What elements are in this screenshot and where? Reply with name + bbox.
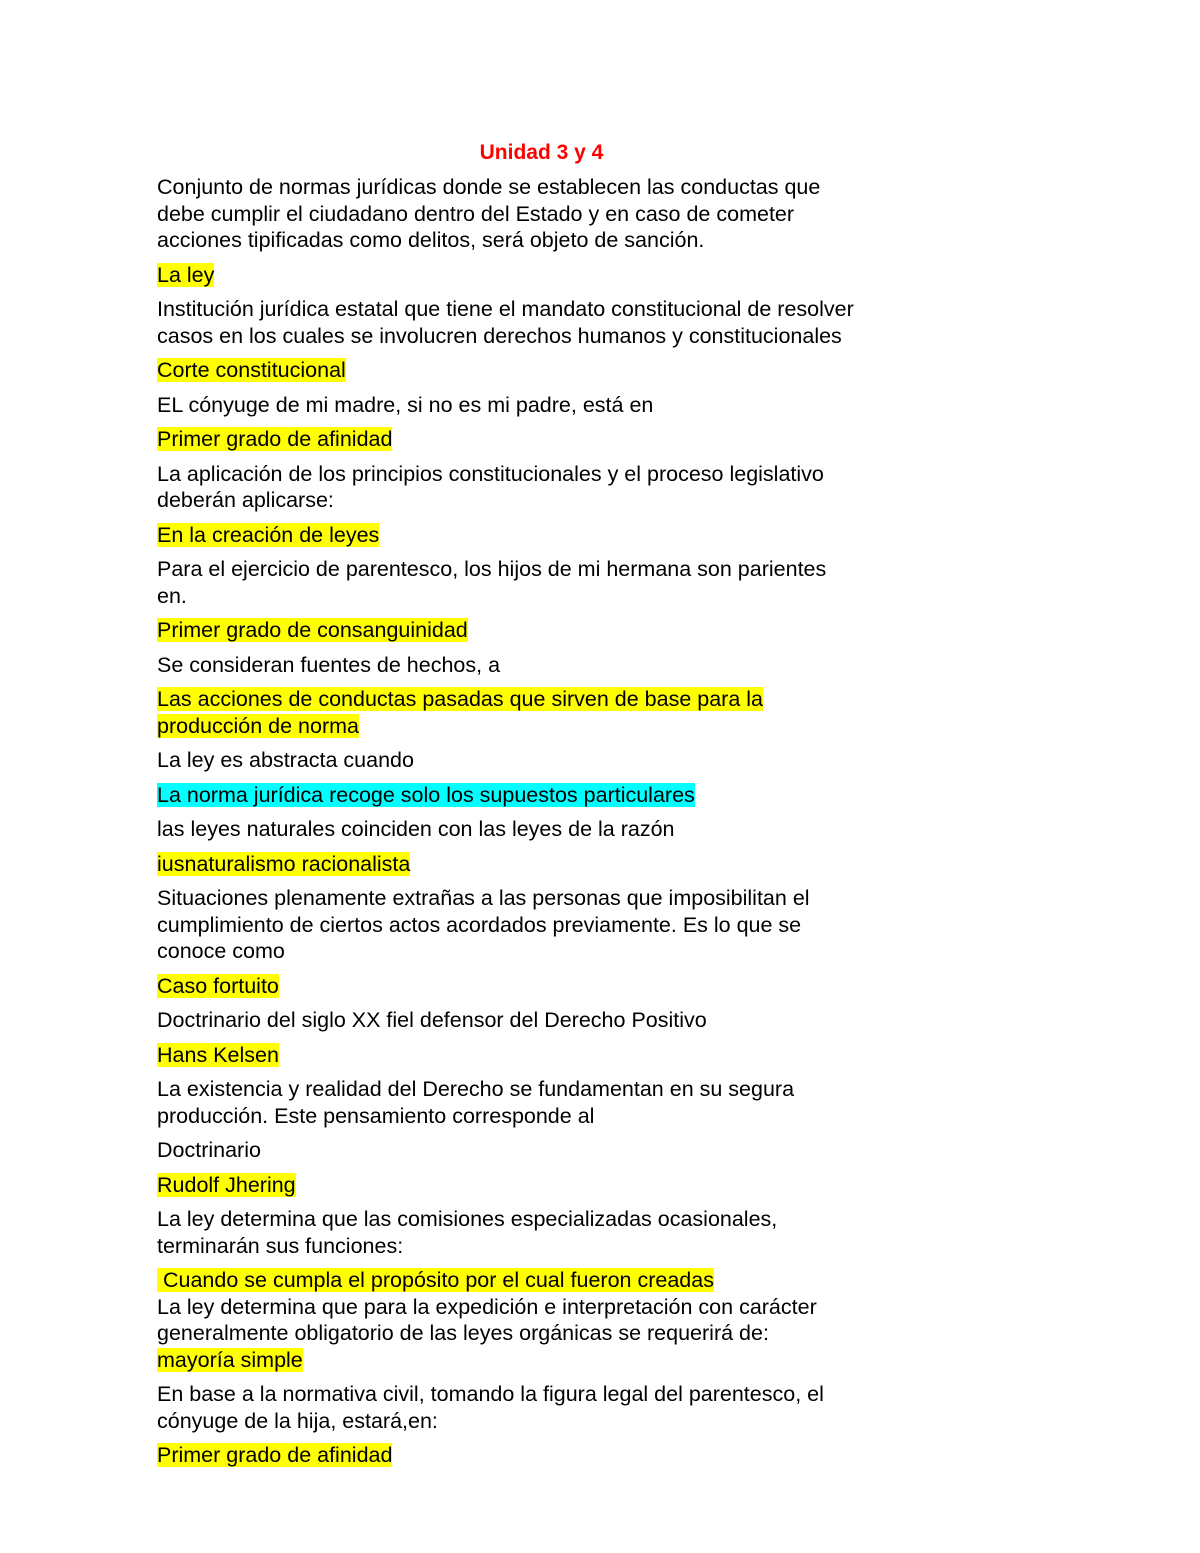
highlighted-answer: mayoría simple	[157, 1347, 303, 1372]
question-5	[157, 556, 957, 609]
question-line: conoce como	[157, 939, 285, 963]
answer-14	[157, 1442, 957, 1469]
question-4	[157, 461, 957, 514]
answer-8	[157, 851, 957, 878]
question-line: debe cumplir el ciudadano dentro del Estado y en caso de cometer	[157, 201, 795, 226]
question-line: Se consideran fuentes de hechos, a	[157, 652, 501, 677]
highlighted-answer: Caso fortuito	[157, 973, 279, 998]
question-line: En base a la normativa civil, tomando la figura legal del parentesco, el	[157, 1382, 824, 1406]
question-line: generalmente obligatorio de las leyes orgánicas se requerirá de:	[157, 1321, 769, 1345]
page-title: Unidad 3 y 4	[479, 141, 604, 164]
question-line: Conjunto de normas jurídicas donde se establecen las conductas que	[157, 175, 821, 199]
question-3	[157, 392, 957, 419]
question-line: casos en los cuales se involucren derechos humanos y constitucionales	[157, 323, 842, 348]
highlighted-answer: Hans Kelsen	[157, 1042, 279, 1067]
question-line: producción. Este pensamiento corresponde al	[157, 1103, 595, 1128]
question-line: Doctrinario	[157, 1138, 261, 1162]
highlighted-answer: Rudolf Jhering	[157, 1172, 296, 1197]
question-12	[157, 1206, 957, 1259]
question-13	[157, 1294, 957, 1347]
answer-11	[157, 1172, 957, 1199]
question-line: en.	[157, 583, 187, 608]
question-8	[157, 816, 957, 843]
question-line: Situaciones plenamente extrañas a las personas que imposibilitan el	[157, 886, 810, 910]
question-line: acciones tipificadas como delitos, será objeto de sanción.	[157, 228, 705, 252]
question-line: cumplimiento de ciertos actos acordados previamente. Es lo que se	[157, 912, 802, 937]
answer-9	[157, 973, 957, 1000]
question-line: terminarán sus funciones:	[157, 1233, 404, 1258]
highlighted-answer: Cuando se cumpla el propósito por el cual fueron creadas	[157, 1268, 714, 1292]
question-7	[157, 747, 957, 774]
question-14	[157, 1381, 957, 1434]
answer-13	[157, 1347, 957, 1374]
answer-4	[157, 522, 957, 549]
question-9	[157, 885, 957, 965]
highlighted-answer: La norma jurídica recoge solo los supuestos particulares	[157, 782, 695, 807]
answer-6	[157, 686, 957, 739]
highlighted-answer: En la creación de leyes	[157, 522, 380, 547]
question-line: Doctrinario del siglo XX fiel defensor del Derecho Positivo	[157, 1008, 707, 1032]
question-line: La ley es abstracta cuando	[157, 748, 414, 772]
question-1	[157, 174, 957, 254]
question-line: EL cónyuge de mi madre, si no es mi padre, está en	[157, 392, 654, 417]
question-10	[157, 1007, 957, 1034]
answer-7	[157, 782, 957, 809]
question-11	[157, 1076, 957, 1129]
highlighted-answer: Primer grado de afinidad	[157, 427, 393, 451]
answer-5	[157, 617, 957, 644]
question-line: cónyuge de la hija, estará,en:	[157, 1408, 438, 1433]
answer-2	[157, 357, 957, 384]
question-line: La aplicación de los principios constitucionales y el proceso legislativo	[157, 461, 824, 486]
question-line: Institución jurídica estatal que tiene el mandato constitucional de resolver	[157, 297, 854, 321]
question-line: La ley determina que para la expedición e interpretación con carácter	[157, 1294, 817, 1319]
question-line: La existencia y realidad del Derecho se fundamentan en su segura	[157, 1077, 795, 1101]
question-6	[157, 652, 957, 679]
highlighted-answer: Corte constitucional	[157, 358, 346, 382]
highlighted-answer: Primer grado de afinidad	[157, 1443, 393, 1467]
highlighted-answer: iusnaturalismo racionalista	[157, 851, 411, 876]
question-2	[157, 296, 957, 349]
highlighted-answer: Las acciones de conductas pasadas que sirven de base para la	[157, 687, 763, 711]
question-11-extra	[157, 1137, 957, 1164]
answer-3	[157, 426, 957, 453]
question-line: las leyes naturales coinciden con las leyes de la razón	[157, 817, 675, 841]
answer-1	[157, 262, 957, 289]
question-line: Para el ejercicio de parentesco, los hijos de mi hermana son parientes	[157, 557, 827, 581]
answer-10	[157, 1042, 957, 1069]
highlighted-answer: La ley	[157, 262, 215, 287]
highlighted-answer: producción de norma	[157, 713, 359, 738]
question-line: La ley determina que las comisiones especializadas ocasionales,	[157, 1207, 778, 1231]
document-body	[157, 174, 957, 1477]
question-line: deberán aplicarse:	[157, 488, 334, 512]
answer-12	[157, 1267, 957, 1294]
highlighted-answer: Primer grado de consanguinidad	[157, 618, 468, 642]
